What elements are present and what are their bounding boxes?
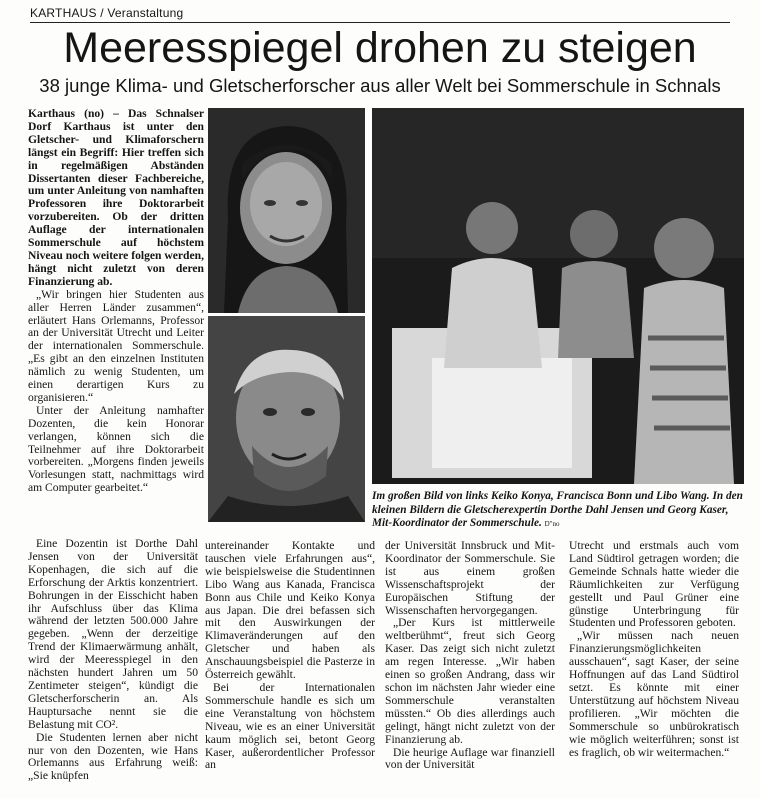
article-column-1 <box>28 108 204 495</box>
paragraph: „Wir müssen nach neuen Finanzierungsmöglichkeiten ausschauen“, sagt Kaser, der seine Hoffnungen auf das Land Südtirol setzt. Es könnte mit einer Unterstützung auf höchstem Niveau profilieren. „Wir möchten die Sommerschule so unbürokratisch wie möglich weiterführen; sonst ist es fraglich, ob wir weitermachen.“ <box>569 629 739 759</box>
group-image <box>372 108 744 484</box>
lead-paragraph: Karthaus (no) – Das Schnalser Dorf Karthaus ist unter den Gletscher- und Klimaforschern längst ein Begriff: Hier treffen sich in regelmäßigen Abständen Dissertanten dieser Fachbereiche, um unter Anleitung von namhaften Professoren ihre Doktorarbeit vorzubereiten. Ob der dritten Auflage der internationalen Sommerschule auf höchstem Niveau noch weitere folgen werden, hängt nicht zuletzt von deren Finanzierung ab. <box>28 107 204 288</box>
paragraph: Utrecht und erstmals auch vom Land Südtirol getragen worden; die Gemeinde Schnals hatte wieder die Räumlichkeiten zur Verfügung gestellt und Paul Grüner eine günstige Unterbringung für Studenten und Professoren geboten. <box>569 539 739 630</box>
caption-text: Im großen Bild von links Keiko Konya, Francisca Bonn und Libo Wang. In den kleinen Bildern die Gletscherexpertin Dorthe Dahl Jensen und Georg Kaser, Mit-Koordinator der Sommerschule. <box>372 490 743 529</box>
portrait-image <box>208 316 365 522</box>
portrait-photo-dorthe-dahl-jensen <box>208 108 365 313</box>
paragraph: der Universität Innsbruck und Mit-Koordinator der Sommerschule. Sie ist aus einem großen Wissenschaftsprojekt der Europäischen Stiftung der Wissenschaften hervorgegangen. <box>385 539 555 617</box>
portrait-photo-georg-kaser <box>208 316 365 522</box>
section-label: KARTHAUS / Veranstaltung <box>30 6 184 20</box>
paragraph: untereinander Kontakte und tauschen viele Erfahrungen aus“, wie beispielsweise die Studentinnen Libo Wang aus Kanada, Francisca Bonn aus Chile und Keiko Konya aus Japan. Die drei befassen sich mit den Auswirkungen der Klimaveränderungen auf den Gletscher und haben als Anschauungsbeispiel die Pasterze in Österreich gewählt. <box>205 539 375 682</box>
paragraph: Die Studenten lernen aber nicht nur von den Dozenten, wie Hans Orlemanns aus Erfahrung weiß: „Sie knüpfen <box>28 730 198 783</box>
article-column-3 <box>385 540 555 772</box>
paragraph: Die heurige Auflage war finanziell von der Universität <box>385 745 555 772</box>
portrait-image <box>208 108 365 313</box>
article-column-4 <box>569 540 739 759</box>
article-column-2 <box>205 540 375 772</box>
photo-credit: D"no <box>544 520 560 528</box>
main-photo-students <box>372 108 744 484</box>
paragraph: „Wir bringen hier Studenten aus aller Herren Länder zusammen“, erläutert Hans Orlemanns, Professor an der Universität Utrecht und Leiter der internationalen Sommerschule. „Es gibt an den einzelnen Instituten nämlich zu wenig Studenten, um einen derartigen Kurs zu organisieren.“ <box>28 287 204 404</box>
paragraph: Bei der Internationalen Sommerschule handle es sich um eine Veranstaltung von höchstem Niveau, wie es an einer Universität kaum möglich sei, betont Georg Kaser, außerordentlicher Professor an <box>205 680 375 772</box>
paragraph: „Der Kurs ist mittlerweile weltberühmt“, freut sich Georg Kaser. Das zeigt sich nicht zuletzt am regen Interesse. „Wir haben einen so großen Andrang, dass wir schon im nächsten Jahr wieder eine Sommerschule veranstalten müssten.“ Ob dies allerdings auch gelingt, hängt nicht zuletzt von der Finanzierung ab. <box>385 616 555 746</box>
photo-caption <box>372 490 744 532</box>
paragraph: Unter der Anleitung namhafter Dozenten, die kein Honorar verlangen, können sich die Teilnehmer auf ihre Doktorarbeit vorbereiten. „Morgens finden jeweils Vorlesungen statt, nachmittags wird am Computer gearbeitet.“ <box>28 403 204 495</box>
subheadline: 38 junge Klima- und Gletscherforscher aus aller Welt bei Sommerschule in Schnals <box>39 75 721 96</box>
paragraph: Eine Dozentin ist Dorthe Dahl Jensen von der Universität Kopenhagen, die sich auf die Erforschung der Arktis konzentriert. Bohrungen in der Eisschicht haben ihr Aufschluss über das Klima während der letzten 500.000 Jahre gegeben. „Wenn der derzeitige Trend der Klimaerwärmung anhält, wird der Meeresspiegel in den nächsten hundert Jahren um 50 Zentimeter steigen“, kündigt die Gletscherforscherin an. Als Hauptursache nennt sie die Belastung mit CO². <box>28 537 198 731</box>
article-column-1-continued <box>28 538 198 783</box>
section-rule <box>30 22 730 23</box>
headline: Meeresspiegel drohen zu steigen <box>63 24 697 72</box>
